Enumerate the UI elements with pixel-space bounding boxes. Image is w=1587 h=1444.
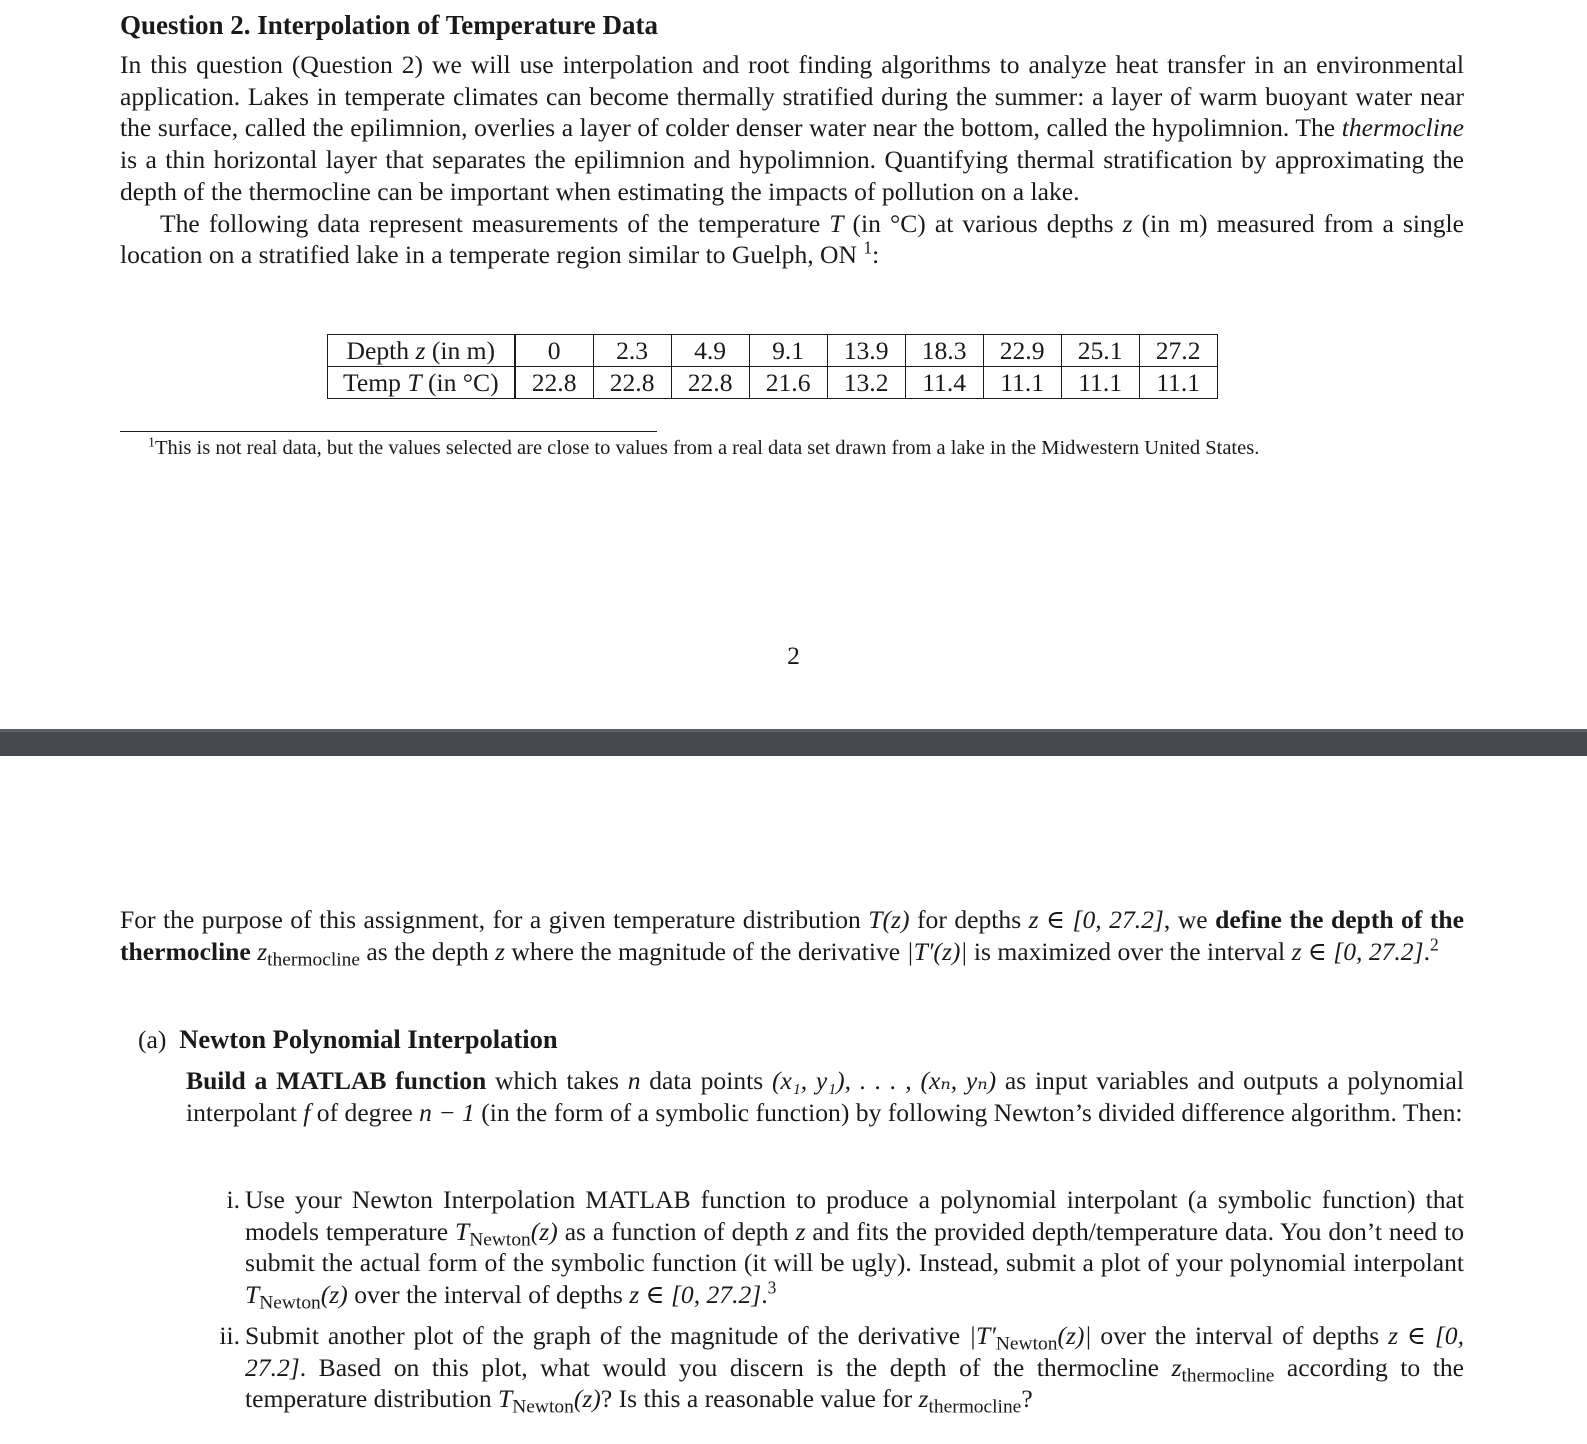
item-ii-label: ii. bbox=[219, 1321, 240, 1350]
temperature-cell: 11.4 bbox=[905, 367, 983, 399]
item-ii-text: Submit another plot of the graph of the magnitude of the derivative $|T'_{Newton}(z)|$ over the interval of depths z ∈ [0, 27.2]. Based on this plot, what would you discern is the depth of the thermocline $z_{thermocline}$ according to the temperature distribution $T_{Newton}(z)$? Is this a reasonable value for $z_{thermocline}$? bbox=[245, 1321, 1465, 1418]
depth-cell: 18.3 bbox=[905, 335, 983, 367]
page-separator bbox=[0, 729, 1587, 756]
temperature-cell: 11.1 bbox=[983, 367, 1061, 399]
part-a-heading: (a) Newton Polynomial Interpolation bbox=[138, 1024, 558, 1054]
question-heading: Question 2. Interpolation of Temperature Data bbox=[120, 10, 658, 40]
temperature-cell: 22.8 bbox=[515, 367, 594, 399]
depth-temperature-table bbox=[327, 334, 1218, 399]
footnote-marker: 1 bbox=[863, 237, 873, 258]
depth-cell: 0 bbox=[515, 335, 594, 367]
definition-bold-text: define the depth of the thermocline bbox=[120, 905, 1464, 966]
footnote: $^1$This is not real data, but the values selected are close to values from a real data set drawn from a lake in the Midwestern United States. bbox=[148, 435, 1260, 459]
page-number: 2 bbox=[787, 641, 800, 670]
depth-cell: 22.9 bbox=[983, 335, 1061, 367]
part-a-title: Newton Polynomial Interpolation bbox=[179, 1024, 558, 1054]
part-a-instructions: Build a MATLAB function which takes n data points (x₁, y₁), . . . , (xₙ, yₙ) as input variables and outputs a polynomial interpolant f of degree n − 1 (in the form of a symbolic function) by following Newton’s divided difference algorithm. Then: bbox=[186, 1066, 1464, 1127]
item-i-text: Use your Newton Interpolation MATLAB function to produce a polynomial interpolant (a symbolic function) that models temperature $T_{Newton}(z)$ as a function of depth z and fits the provided depth/temperature data. You don’t need to submit the actual form of the symbolic function (it will be ugly). Instead, submit a plot of your polynomial interpolant $T_{Newton}(z)$ over the interval of depths z ∈ [0, 27.2].$^3$ bbox=[245, 1185, 1465, 1314]
temperature-cell: 11.1 bbox=[1061, 367, 1139, 399]
depth-row-header: Depth z (in m) bbox=[328, 335, 515, 367]
depth-cell: 2.3 bbox=[593, 335, 671, 367]
depth-cell: 4.9 bbox=[671, 335, 749, 367]
data-description-paragraph: The following data represent measurements of the temperature T (in °C) at various depths z (in m) measured from a single location on a stratified lake in a temperate region similar to Guelph, ON $^1$: bbox=[120, 208, 1464, 270]
depth-cell: 13.9 bbox=[827, 335, 905, 367]
footnote-marker: 2 bbox=[1429, 934, 1439, 955]
introduction-text bbox=[120, 49, 1464, 271]
thermocline-term: thermocline bbox=[1341, 113, 1464, 143]
temperature-row-header: Temp T (in °C) bbox=[328, 367, 515, 399]
thermocline-definition-paragraph: For the purpose of this assignment, for a given temperature distribution T(z) for depths z ∈ [0, 27.2], we define the depth of the thermocline $z_{thermocline}$ as the depth z where the magnitude of the derivative |T′(z)| is maximized over the interval z ∈ [0, 27.2].$^2$ bbox=[120, 905, 1464, 971]
temperature-row bbox=[328, 367, 1218, 399]
depth-cell: 25.1 bbox=[1061, 335, 1139, 367]
temperature-cell: 22.8 bbox=[671, 367, 749, 399]
depth-row bbox=[328, 335, 1218, 367]
depth-cell: 9.1 bbox=[749, 335, 827, 367]
temperature-cell: 13.2 bbox=[827, 367, 905, 399]
intro-paragraph: In this question (Question 2) we will use interpolation and root finding algorithms to analyze heat transfer in an environmental application. Lakes in temperate climates can become thermally stratified during the summer: a layer of warm buoyant water near the surface, called the epilimnion, overlies a layer of colder denser water near the bottom, called the hypolimnion. The thermocline is a thin horizontal layer that separates the epilimnion and hypolimnion. Quantifying thermal stratification by approximating the depth of the thermocline can be important when estimating the impacts of pollution on a lake. bbox=[120, 50, 1464, 206]
depth-cell: 27.2 bbox=[1139, 335, 1217, 367]
document-page-bottom bbox=[0, 756, 1587, 1444]
temperature-cell: 11.1 bbox=[1139, 367, 1217, 399]
temperature-cell: 22.8 bbox=[593, 367, 671, 399]
temperature-cell: 21.6 bbox=[749, 367, 827, 399]
footnote-divider bbox=[120, 431, 657, 432]
item-i-label: i. bbox=[226, 1185, 240, 1214]
footnote-marker: 3 bbox=[767, 1277, 777, 1298]
